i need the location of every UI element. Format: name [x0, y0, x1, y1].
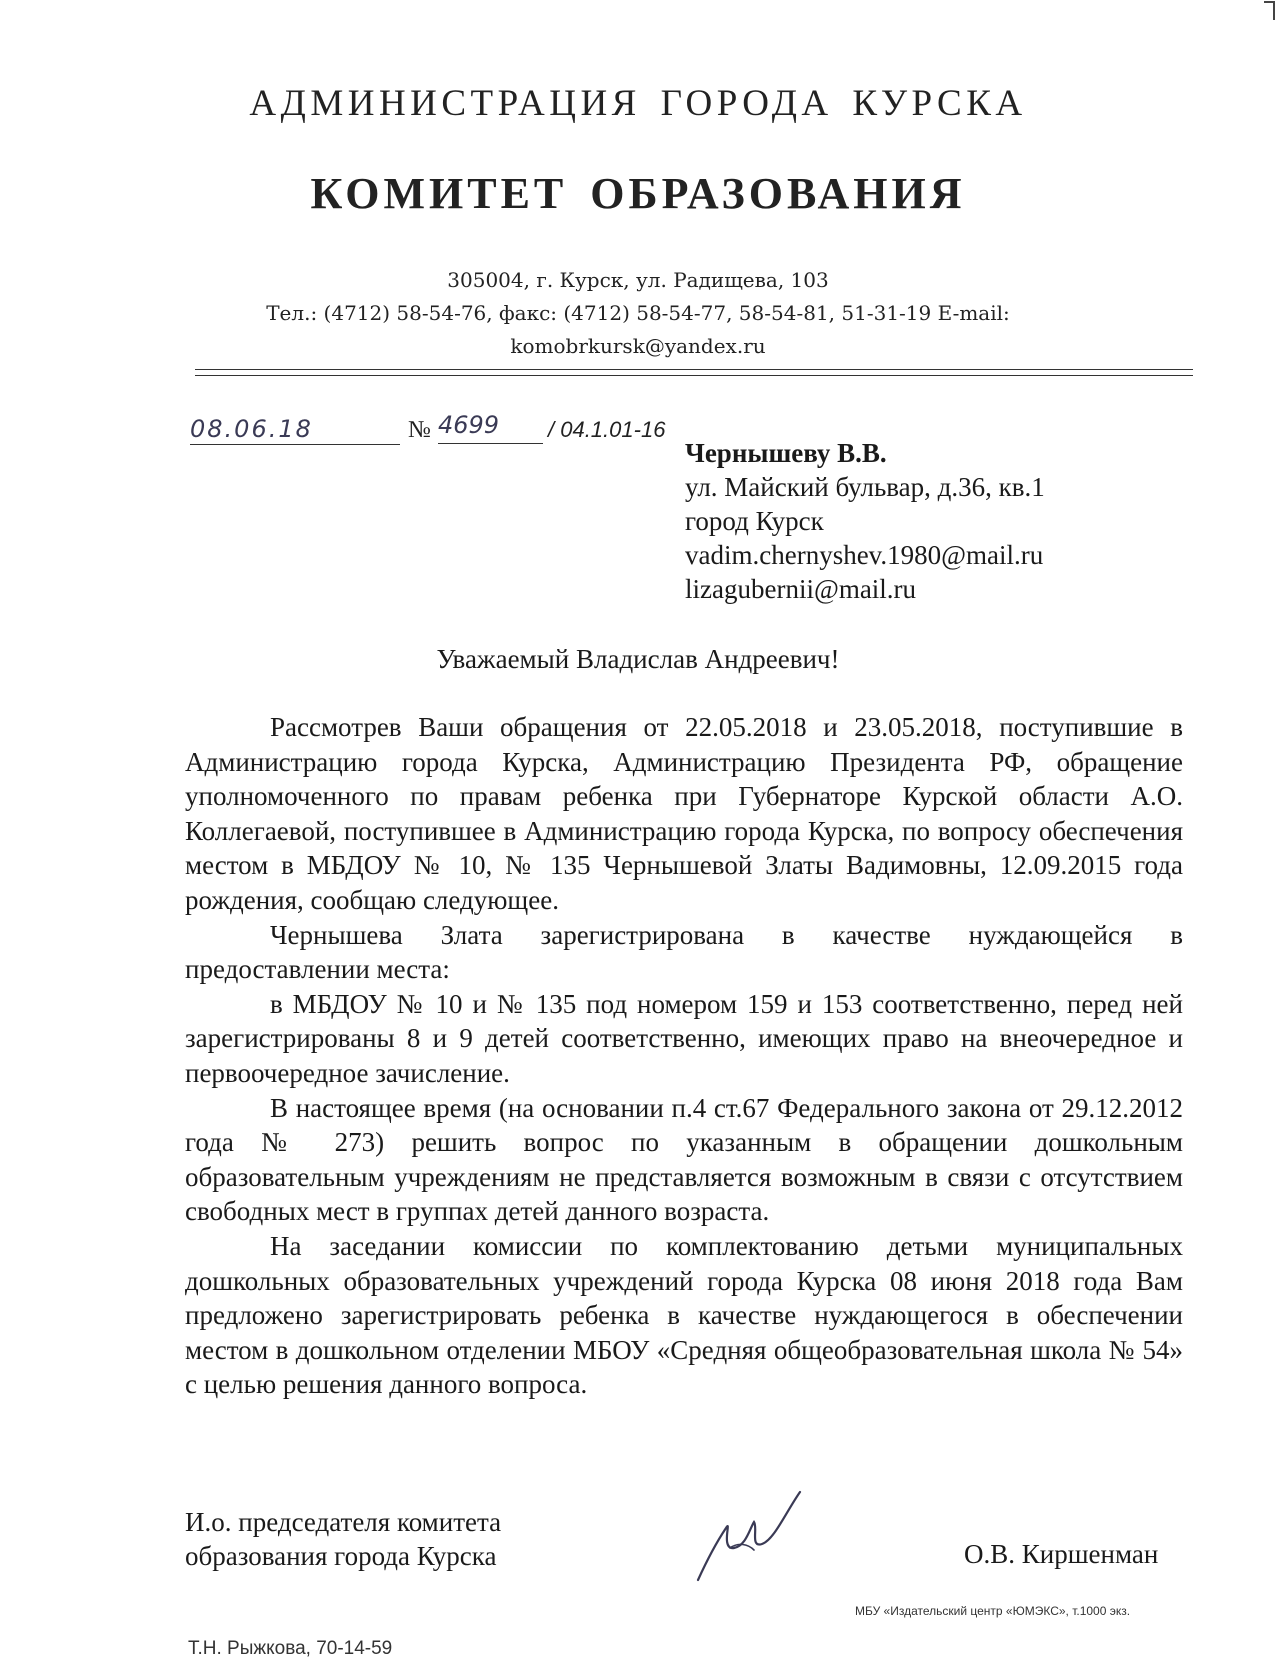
page-corner-mark	[1262, 0, 1276, 22]
recipient-email-secondary: lizagubernii@mail.ru	[685, 574, 917, 604]
recipient-city: город Курск	[685, 506, 824, 536]
letterhead-rule-bottom	[195, 375, 1193, 376]
postal-address: 305004, г. Курск, ул. Радищева, 103	[447, 268, 829, 292]
signer-name: О.В. Киршенман	[964, 1539, 1159, 1569]
recipient-block	[685, 436, 1045, 606]
body-paragraph: в МБДОУ № 10 и № 135 под номером 159 и 153 соответственно, перед ней зарегистрированы 8 и 9 детей соответственно, имеющих право на внеочередное и первоочередное зачисление.	[185, 988, 1183, 1088]
handwritten-signature	[690, 1488, 810, 1588]
recipient-email: vadim.chernyshev.1980@mail.ru	[685, 540, 1044, 570]
signer-position	[185, 1505, 501, 1573]
print-imprint: МБУ «Издательский центр «ЮМЭКС», т.1000 экз.	[855, 1604, 1131, 1618]
body-paragraph: На заседании комиссии по комплектованию детьми муниципальных дошкольных образовательных учреждений города Курска 08 июня 2018 года Вам предложено зарегистрировать ребенка в качестве нуждающегося в обеспечении местом в дошкольном отделении МБОУ «Средняя общеобразовательная школа № 54» с целью решения данного вопроса.	[185, 1230, 1183, 1400]
handwritten-number: 4699	[438, 411, 543, 444]
signer-position-line: образования города Курска	[185, 1541, 497, 1571]
organization-name: АДМИНИСТРАЦИЯ ГОРОДА КУРСКА	[249, 83, 1027, 124]
number-sign: №	[408, 417, 431, 443]
executor-contact: Т.Н. Рыжкова, 70-14-59	[188, 1638, 393, 1659]
letterhead-rule-top	[195, 369, 1193, 370]
signer-position-line: И.о. председателя комитета	[185, 1507, 502, 1537]
letterhead-email: komobrkursk@yandex.ru	[510, 334, 766, 358]
phone-fax-line: Тел.: (4712) 58-54-76, факс: (4712) 58-54-77, 58-54-81, 51-31-19 E-mail:	[266, 301, 1010, 325]
body-paragraph: В настоящее время (на основании п.4 ст.67 Федерального закона от 29.12.2012 года № 273) решить вопрос по указанным в обращении дошкольным образовательным учреждениям не представляется возможным в связи с отсутствием свободных мест в группах детей данного возраста.	[185, 1092, 1183, 1227]
body-paragraph: Рассмотрев Ваши обращения от 22.05.2018 и 23.05.2018, поступившие в Администрацию города Курска, Администрацию Президента РФ, обращение уполномоченного по правам ребенка при Губернаторе Курской области А.О. Коллегаевой, поступившее в Администрацию города Курска, по вопросу обеспечения местом в МБДОУ № 10, № 135 Чернышевой Златы Вадимовны, 12.09.2015 года рождения, сообщаю следующее.	[185, 712, 1183, 915]
letterhead-contacts	[0, 264, 1276, 363]
handwritten-date: 08.06.18	[190, 415, 400, 445]
body-paragraph: Чернышева Злата зарегистрирована в качестве нуждающейся в предоставлении места:	[185, 919, 1183, 985]
registration-line	[190, 411, 710, 455]
document-index: / 04.1.01-16	[548, 417, 666, 442]
recipient-street: ул. Майский бульвар, д.36, кв.1	[685, 472, 1045, 502]
greeting: Уважаемый Владислав Андреевич!	[436, 644, 840, 674]
committee-name: КОМИТЕТ ОБРАЗОВАНИЯ	[310, 169, 966, 218]
letter-body	[185, 710, 1183, 1402]
recipient-name: Чернышеву В.В.	[685, 438, 887, 468]
